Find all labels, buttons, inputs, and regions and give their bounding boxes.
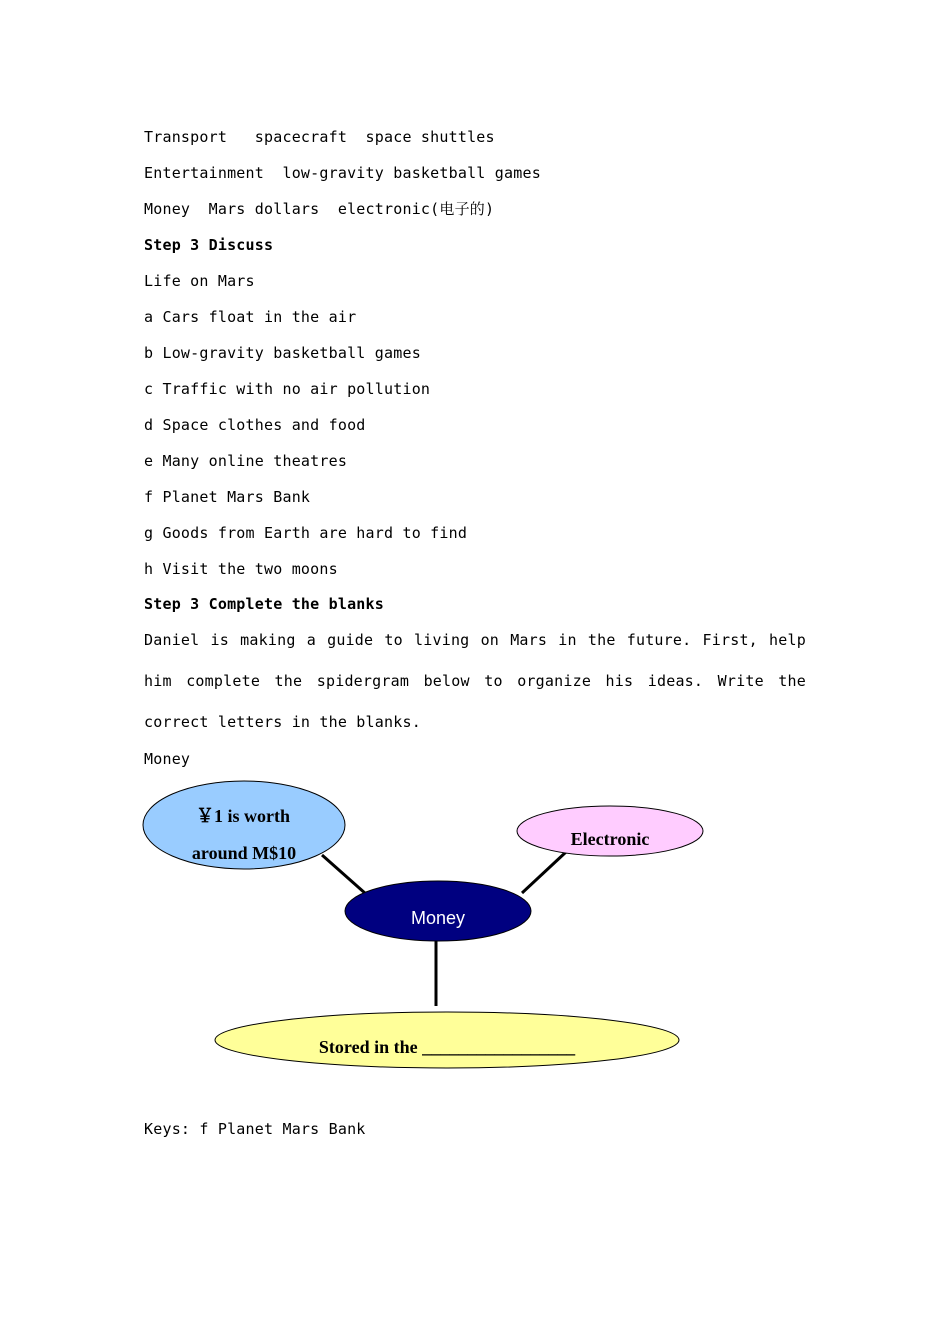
- left-node-text-line1: ￥1 is worth: [196, 806, 290, 826]
- life-on-mars-line: Life on Mars: [144, 272, 255, 290]
- list-item-g: g Goods from Earth are hard to find: [144, 524, 468, 542]
- transport-line: Transport spacecraft space shuttles: [144, 128, 495, 146]
- list-item-c: c Traffic with no air pollution: [144, 380, 431, 398]
- center-node-text: Money: [410, 908, 466, 928]
- step3-complete-heading: Step 3 Complete the blanks: [144, 595, 384, 613]
- entertainment-line: Entertainment low-gravity basketball games: [144, 164, 541, 182]
- list-item-h: h Visit the two moons: [144, 560, 338, 578]
- instructions-paragraph: Daniel is making a guide to living on Mars in the future. First, help him complete the spidergram below to organize his ideas. Write the correct letters in the blanks.: [144, 631, 806, 731]
- keys-line: Keys: f Planet Mars Bank: [144, 1120, 366, 1138]
- connector-left: [322, 855, 366, 894]
- spidergram: [0, 770, 950, 1080]
- bottom-node-text: Stored in the _________________: [318, 1037, 576, 1057]
- right-node-text: Electronic: [570, 829, 650, 849]
- step3-discuss-heading: Step 3 Discuss: [144, 236, 274, 254]
- list-item-f: f Planet Mars Bank: [144, 488, 311, 506]
- connector-right: [522, 852, 566, 893]
- list-item-d: d Space clothes and food: [144, 416, 366, 434]
- money-line: Money Mars dollars electronic(电子的): [144, 200, 495, 218]
- list-item-b: b Low-gravity basketball games: [144, 344, 421, 362]
- left-node-text-line2: around M$10: [191, 843, 297, 863]
- list-item-e: e Many online theatres: [144, 452, 348, 470]
- list-item-a: a Cars float in the air: [144, 308, 357, 326]
- money-label: Money: [144, 750, 191, 768]
